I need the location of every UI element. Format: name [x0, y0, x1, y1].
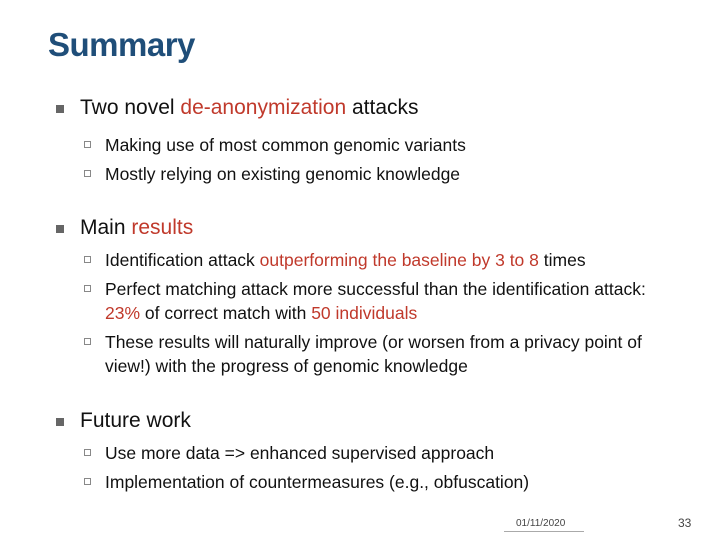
- page-number: 33: [678, 516, 692, 530]
- sub-bullet-text: Implementation of countermeasures (e.g., obfuscation): [105, 472, 530, 492]
- sub-bullet-text: These results will naturally improve (or worsen from a privacy point of view!) with the progress of genomic knowledge: [105, 332, 642, 376]
- emphasis-text: de-anonymization: [180, 96, 347, 119]
- emphasis-text: results: [131, 216, 194, 239]
- text-run: times: [538, 250, 586, 270]
- text-run: Identification attack: [105, 250, 260, 270]
- square-bullet-icon: [56, 225, 64, 233]
- emphasis-text: 50 individuals: [311, 303, 418, 323]
- sub-bullet-text: Making use of most common genomic variants: [105, 135, 466, 155]
- square-bullet-icon: [56, 418, 64, 426]
- square-bullet-icon: [56, 105, 64, 113]
- hollow-square-bullet-icon: [84, 478, 91, 485]
- footer-date: 01/11/2020: [516, 518, 566, 529]
- bullet-text: [80, 216, 193, 240]
- sub-bullet-text: Mostly relying on existing genomic knowledge: [105, 164, 461, 184]
- hollow-square-bullet-icon: [84, 170, 91, 177]
- footer-divider: [504, 531, 584, 532]
- text-run: of correct match with: [140, 303, 312, 323]
- hollow-square-bullet-icon: [84, 256, 91, 263]
- bullet-text: Future work: [80, 409, 191, 432]
- sub-bullet-text: [105, 248, 685, 272]
- hollow-square-bullet-icon: [84, 449, 91, 456]
- hollow-square-bullet-icon: [84, 141, 91, 148]
- hollow-square-bullet-icon: [84, 285, 91, 292]
- text-run: Main: [80, 216, 132, 239]
- text-run: attacks: [346, 96, 419, 119]
- emphasis-text: 23%: [105, 303, 141, 323]
- sub-bullet-text: [105, 277, 685, 325]
- text-run: Two novel: [80, 96, 181, 119]
- text-run: Perfect matching attack more successful than the identification attack:: [105, 279, 646, 299]
- hollow-square-bullet-icon: [84, 338, 91, 345]
- sub-bullet-text: Use more data => enhanced supervised approach: [105, 443, 495, 463]
- slide-title: Summary: [48, 26, 195, 63]
- bullet-text: [80, 96, 419, 120]
- emphasis-text: outperforming the baseline by 3 to 8: [259, 250, 539, 270]
